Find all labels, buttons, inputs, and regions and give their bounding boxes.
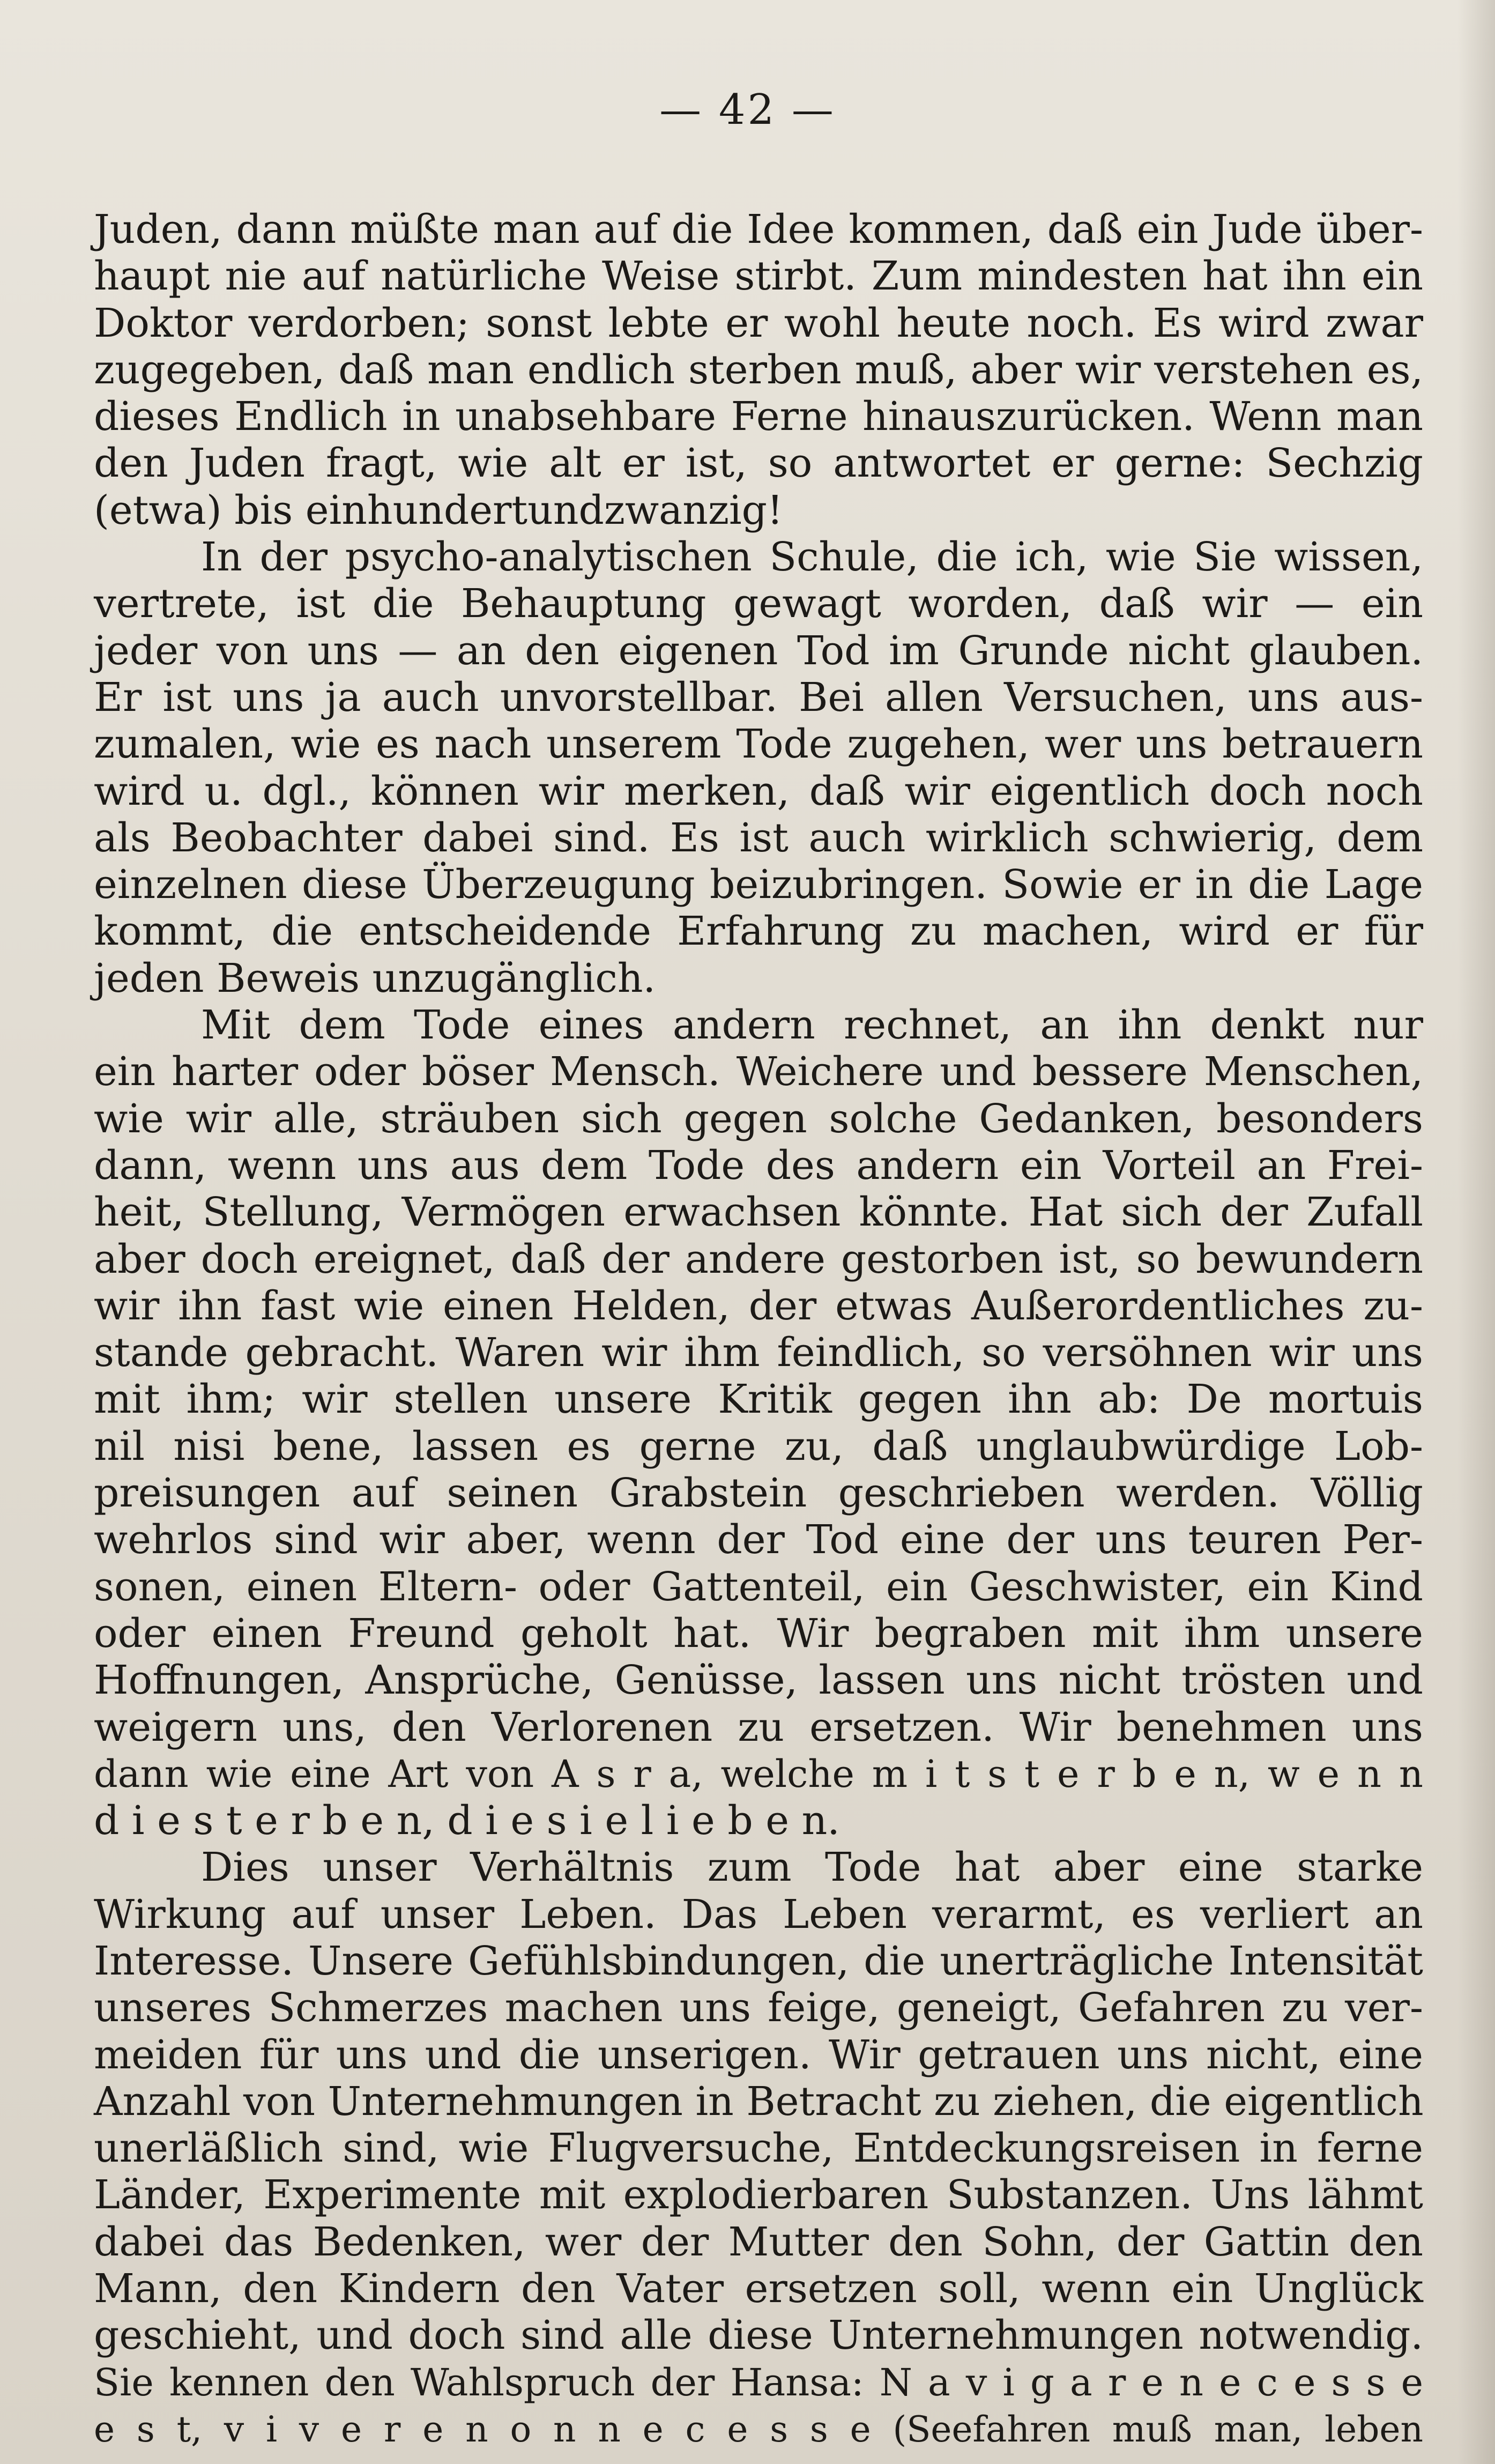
- text-line: d i e s t e r b e n, d i e s i e l i e b e n.: [94, 1798, 840, 1844]
- text-line: Mann, den Kindern den Vater ersetzen soll, wenn ein Unglück: [94, 2266, 1423, 2312]
- text-line: oder einen Freund geholt hat. Wir begraben mit ihm unsere: [94, 1610, 1423, 1657]
- text-line: geschieht, und doch sind alle diese Unternehmungen notwendig.: [94, 2312, 1423, 2359]
- text-line: jeden Beweis unzugänglich.: [94, 955, 656, 1001]
- text-line: nil nisi bene, lassen es gerne zu, daß unglaubwürdige Lob-: [94, 1423, 1423, 1470]
- text-line: e s t, v i v e r e n o n n e c e s s e (Seefahren muß man, leben: [94, 2408, 1423, 2450]
- text-line: preisungen auf seinen Grabstein geschrieben werden. Völlig: [94, 1470, 1423, 1517]
- text-line: Länder, Experimente mit explodierbaren Substanzen. Uns lähmt: [94, 2172, 1423, 2218]
- text-line: Er ist uns ja auch unvorstellbar. Bei allen Versuchen, uns aus-: [94, 674, 1423, 721]
- text-line: haupt nie auf natürliche Weise stirbt. Zum mindesten hat ihn ein: [94, 253, 1423, 300]
- text-line: wir ihn fast wie einen Helden, der etwas Außerordentliches zu-: [94, 1282, 1423, 1329]
- text-line: stande gebracht. Waren wir ihm feindlich, so versöhnen wir uns: [94, 1330, 1423, 1376]
- text-line: dann wie eine Art von A s r a, welche m i t s t e r b e n, w e n n: [94, 1751, 1423, 1796]
- text-line: unerläßlich sind, wie Flugversuche, Entdeckungsreisen in ferne: [94, 2125, 1423, 2172]
- text-line: zugegeben, daß man endlich sterben muß, aber wir verstehen es,: [94, 346, 1423, 393]
- text-line: ein harter oder böser Mensch. Weichere und bessere Menschen,: [94, 1049, 1423, 1095]
- text-line: meiden für uns und die unserigen. Wir getrauen uns nicht, eine: [94, 2031, 1423, 2078]
- text-line: Hoffnungen, Ansprüche, Genüsse, lassen uns nicht trösten und: [94, 1657, 1423, 1704]
- text-line: wehrlos sind wir aber, wenn der Tod eine der uns teuren Per-: [94, 1517, 1423, 1563]
- text-line: heit, Stellung, Vermögen erwachsen könnte. Hat sich der Zufall: [94, 1189, 1423, 1236]
- text-line: Anzahl von Unternehmungen in Betracht zu ziehen, die eigentlich: [94, 2078, 1424, 2125]
- text-line: Interesse. Unsere Gefühlsbindungen, die unerträgliche Intensität: [94, 1938, 1423, 1984]
- text-line: dann, wenn uns aus dem Tode des andern ein Vorteil an Frei-: [94, 1142, 1423, 1189]
- text-line: jeder von uns — an den eigenen Tod im Grunde nicht glauben.: [94, 627, 1423, 674]
- text-line: Wirkung auf unser Leben. Das Leben verarmt, es verliert an: [94, 1891, 1423, 1938]
- text-line: als Beobachter dabei sind. Es ist auch wirklich schwierig, dem: [94, 814, 1423, 861]
- page-edge-shadow: [1457, 0, 1495, 2464]
- text-line: wie wir alle, sträuben sich gegen solche Gedanken, besonders: [94, 1095, 1423, 1142]
- text-line: wird u. dgl., können wir merken, daß wir eigentlich doch noch: [94, 768, 1423, 814]
- paragraph-start-line: Mit dem Tode eines andern rechnet, an ihn denkt nur: [201, 1002, 1423, 1049]
- body-text: [94, 206, 1423, 2453]
- text-line: kommt, die entscheidende Erfahrung zu machen, wird er für: [94, 908, 1423, 955]
- text-line: vertrete, ist die Behauptung gewagt worden, daß wir — ein: [94, 581, 1423, 627]
- text-line: dabei das Bedenken, wer der Mutter den Sohn, der Gattin den: [94, 2218, 1423, 2265]
- text-line: mit ihm; wir stellen unsere Kritik gegen ihn ab: De mortuis: [94, 1376, 1423, 1423]
- text-line: sonen, einen Eltern- oder Gattenteil, ein Geschwister, ein Kind: [94, 1563, 1423, 1610]
- paragraph-start-line: In der psycho-analytischen Schule, die ich, wie Sie wissen,: [201, 534, 1423, 581]
- text-line: weigern uns, den Verlorenen zu ersetzen. Wir benehmen uns: [94, 1704, 1423, 1750]
- text-line: einzelnen diese Überzeugung beizubringen. Sowie er in die Lage: [94, 862, 1423, 908]
- text-line: Juden, dann müßte man auf die Idee kommen, daß ein Jude über-: [94, 206, 1423, 253]
- text-line: (etwa) bis einhundertundzwanzig!: [94, 487, 783, 533]
- text-line: Sie kennen den Wahlspruch der Hansa: N a v i g a r e n e c e s s e: [94, 2360, 1423, 2404]
- text-line: zumalen, wie es nach unserem Tode zugehen, wer uns betrauern: [94, 721, 1423, 768]
- page-number: — 42 —: [659, 86, 836, 134]
- text-line: dieses Endlich in unabsehbare Ferne hinauszurücken. Wenn man: [94, 394, 1423, 440]
- paragraph-start-line: Dies unser Verhältnis zum Tode hat aber eine starke: [201, 1844, 1423, 1891]
- text-line: den Juden fragt, wie alt er ist, so antwortet er gerne: Sechzig: [94, 440, 1423, 487]
- text-line: unseres Schmerzes machen uns feige, geneigt, Gefahren zu ver-: [94, 1985, 1423, 2031]
- text-line: aber doch ereignet, daß der andere gestorben ist, so bewundern: [94, 1236, 1423, 1282]
- text-line: Doktor verdorben; sonst lebte er wohl heute noch. Es wird zwar: [94, 300, 1423, 346]
